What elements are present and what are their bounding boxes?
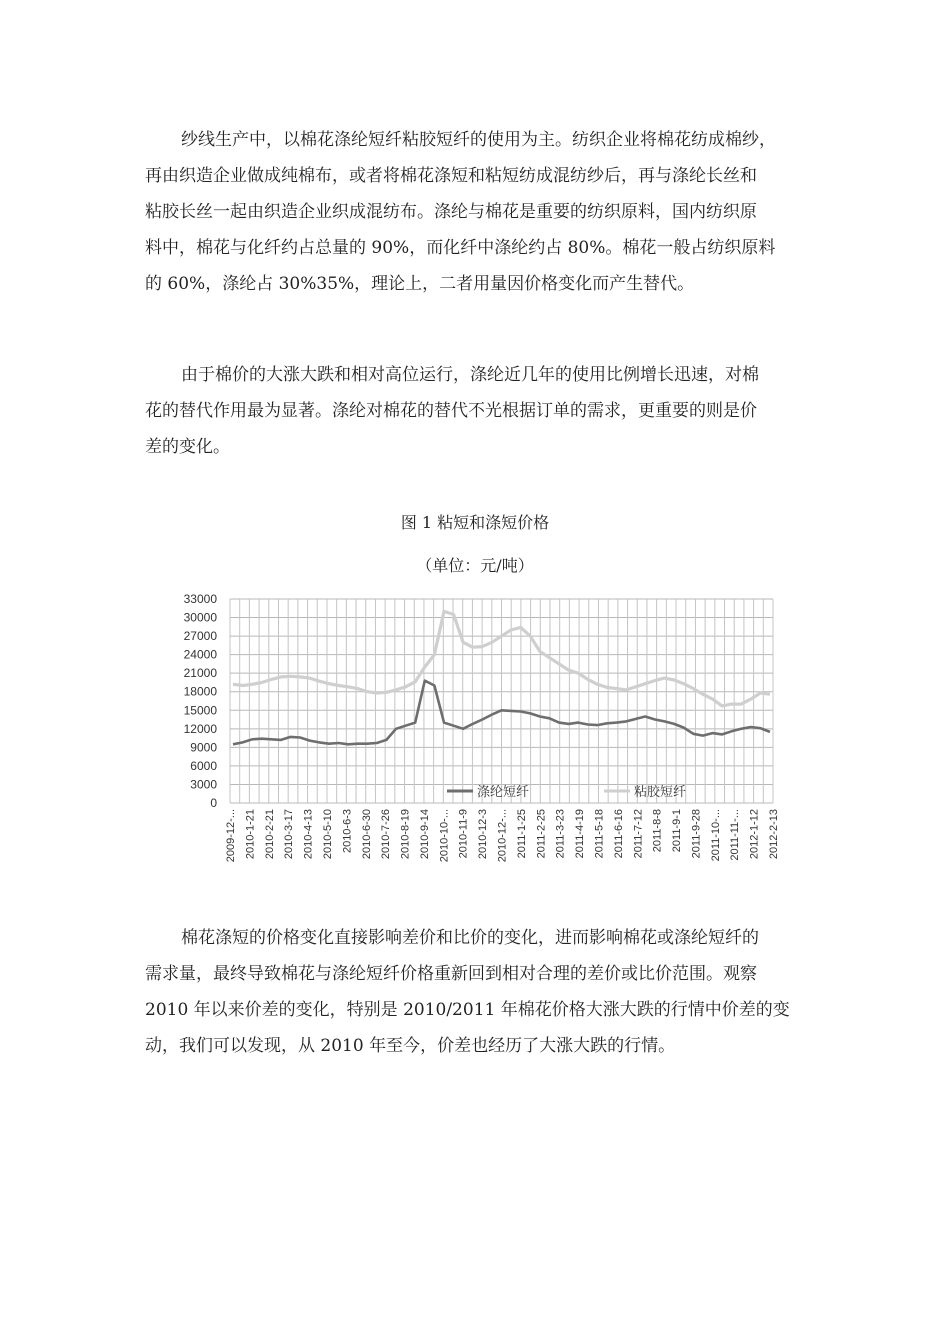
y-tick-label: 9000 [190,740,217,755]
y-tick-label: 0 [210,796,217,810]
paragraph-line: 再由织造企业做成纯棉布，或者将棉花涤短和粘短纺成混纺纱后，再与涤纶长丝和 [145,166,757,186]
y-tick-label: 30000 [183,610,217,625]
x-tick-label: 2010-9-14 [418,809,431,860]
x-tick-label: 2011-6-16 [612,809,625,859]
paragraph-1 [145,122,815,302]
x-tick-label: 2012-1-12 [748,809,761,860]
x-tick-label: 2011-8-8 [651,809,664,853]
x-tick-label: 2009-12-... [225,809,237,863]
paragraph-2 [145,357,815,465]
paragraph-line: 2010 年以来价差的变化，特别是 2010/2011 年棉花价格大涨大跌的行情中价差的变 [145,1000,790,1020]
x-tick-label: 2012-2-13 [768,809,780,860]
x-tick-label: 2011-10-... [709,809,722,862]
paragraph-line: 需求量，最终导致棉花与涤纶短纤价格重新回到相对合理的差价或比价范围。观察 [145,964,757,984]
figure-title: 图 1 粘短和涤短价格 [400,513,550,532]
y-tick-label: 6000 [190,758,217,773]
paragraph-line: 的 60%，涤纶占 30%35%，理论上，二者用量因价格变化而产生替代。 [145,274,695,294]
x-tick-label: 2011-11-... [729,809,742,861]
legend-label: 涤纶短纤 [477,785,530,800]
paragraph-3 [145,920,815,1064]
x-tick-label: 2011-3-23 [554,809,567,859]
legend-label: 粘胶短纤 [634,785,687,800]
paragraph-line: 纱线生产中，以棉花涤纶短纤粘胶短纤的使用为主。纺织企业将棉花纺成棉纱， [181,130,776,150]
x-tick-label: 2011-2-25 [535,809,548,859]
figure-unit: （单位：元/吨） [416,556,534,575]
x-tick-label: 2010-12-3 [477,809,490,860]
x-tick-label: 2010-10-... [438,809,451,863]
x-tick-label: 2010-6-30 [360,809,373,860]
x-tick-label: 2011-9-28 [690,809,703,859]
paragraph-line: 料中，棉花与化纤约占总量的 90%，而化纤中涤纶约占 80%。棉花一般占纺织原料 [145,238,776,258]
y-tick-label: 33000 [183,592,217,606]
price-line-chart [145,585,785,885]
chart-legend [447,784,686,800]
paragraph-line: 差的变化。 [145,437,230,457]
x-axis-ticks [225,809,780,862]
y-tick-label: 24000 [183,647,217,662]
y-tick-label: 12000 [183,721,217,736]
paragraph-line: 动，我们可以发现，从 2010 年至今，价差也经历了大涨大跌的行情。 [145,1036,676,1056]
x-tick-label: 2010-11-9 [457,809,470,859]
paragraph-line: 由于棉价的大涨大跌和相对高位运行，涤纶近几年的使用比例增长迅速，对棉 [181,365,759,385]
y-tick-label: 3000 [190,777,217,792]
paragraph-line: 粘胶长丝一起由织造企业织成混纺布。涤纶与棉花是重要的纺织原料，国内纺织原 [145,202,757,222]
y-tick-label: 15000 [183,703,217,718]
paragraph-line: 花的替代作用最为显著。涤纶对棉花的替代不光根据订单的需求，更重要的则是价 [145,401,757,421]
x-tick-label: 2010-3-17 [283,809,296,860]
x-tick-label: 2010-5-10 [321,809,334,860]
x-tick-label: 2011-1-25 [515,809,528,859]
y-tick-label: 18000 [183,684,217,699]
y-axis-ticks [184,592,218,810]
x-tick-label: 2011-5-18 [593,809,606,859]
x-tick-label: 2011-7-12 [632,809,645,859]
x-tick-label: 2010-8-19 [399,809,412,860]
x-tick-label: 2010-2-21 [263,809,276,860]
x-tick-label: 2010-4-13 [302,809,315,860]
chart-grid [230,599,773,803]
x-tick-label: 2010-6-3 [341,809,354,854]
x-tick-label: 2010-1-21 [244,809,257,860]
x-tick-label: 2011-9-1 [671,809,684,853]
x-tick-label: 2011-4-19 [574,809,587,859]
x-tick-label: 2010-7-26 [380,809,393,860]
y-tick-label: 27000 [183,629,217,644]
x-tick-label: 2010-12-... [496,809,509,863]
y-tick-label: 21000 [183,666,217,681]
paragraph-line: 棉花涤短的价格变化直接影响差价和比价的变化，进而影响棉花或涤纶短纤的 [181,928,759,948]
